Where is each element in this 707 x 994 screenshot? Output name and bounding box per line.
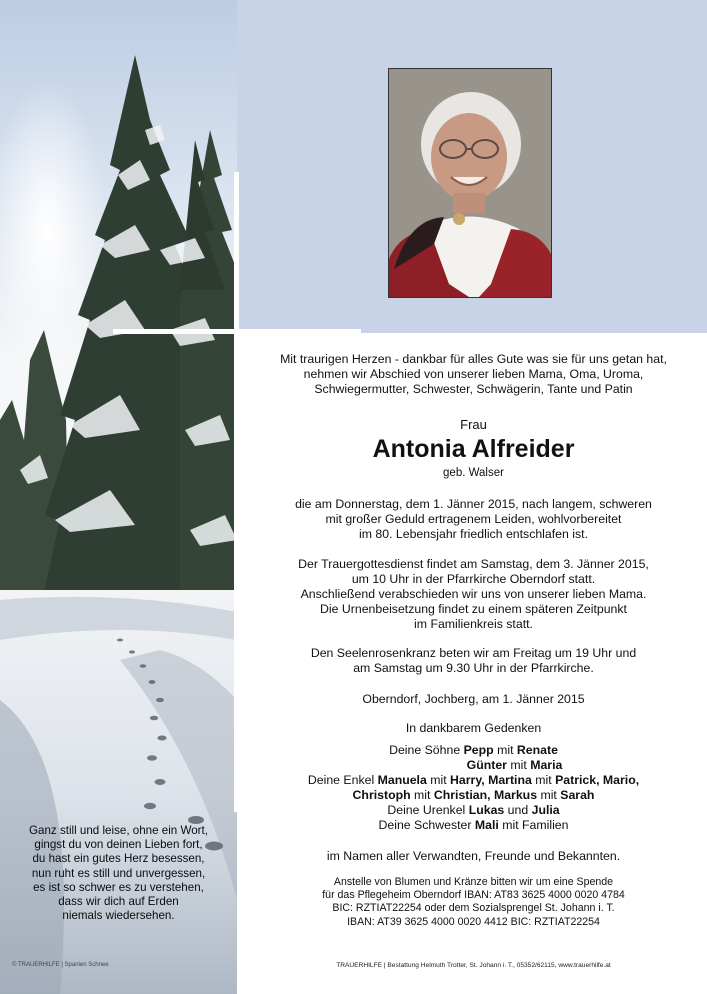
deceased-title: Frau	[460, 417, 487, 432]
funeral-service	[240, 557, 707, 632]
rosary-notice	[240, 646, 707, 676]
poem-line: niemals wiedersehen.	[62, 909, 175, 923]
winter-forest-image	[0, 0, 237, 994]
poem-line: gingst du von deinen Lieben fort,	[34, 838, 203, 852]
birth-name: geb. Walser	[443, 467, 504, 479]
intro-line: Mit traurigen Herzen - dankbar für alles Gute was sie für uns getan hat,	[280, 352, 667, 366]
portrait-illustration	[389, 69, 551, 297]
service-line: im Familienkreis statt.	[414, 617, 533, 631]
intro-text	[240, 352, 707, 397]
death-notice	[240, 497, 707, 542]
poem-line: nun ruht es still und unvergessen,	[31, 866, 206, 880]
family-line-great-grandchildren: Deine Urenkel Lukas und Julia	[387, 803, 560, 817]
donation-line: für das Pflegeheim Oberndorf IBAN: AT83 3625 4000 0020 4784	[322, 889, 625, 902]
death-notice-line: im 80. Lebensjahr friedlich entschlafen ist.	[359, 527, 588, 541]
service-line: Anschließend verabschieden wir uns von unserer lieben Mama.	[300, 587, 647, 601]
service-line: um 10 Uhr in der Pfarrkirche Oberndorf statt.	[351, 572, 596, 586]
family-line-grandchildren-2: Christoph mit Christian, Markus mit Sarah	[352, 788, 595, 802]
gedenken-heading: In dankbarem Gedenken	[405, 721, 542, 735]
deceased-name: Antonia Alfreider	[372, 435, 575, 463]
intro-line: Schwiegermutter, Schwester, Schwägerin, Tante und Patin	[314, 382, 633, 396]
rosary-line: Den Seelenrosenkranz beten wir am Freitag um 19 Uhr und	[310, 646, 637, 660]
place-date: Oberndorf, Jochberg, am 1. Jänner 2015	[362, 692, 585, 706]
family-line-grandchildren: Deine Enkel Manuela mit Harry, Martina mit Patrick, Mario,	[307, 773, 640, 787]
service-line: Die Urnenbeisetzung findet zu einem späteren Zeitpunkt	[320, 602, 627, 616]
death-notice-line: mit großer Geduld ertragenem Leiden, wohlvorbereitet	[325, 512, 622, 526]
rosary-line: am Samstag um 9.30 Uhr in der Pfarrkirche.	[353, 661, 594, 675]
poem-line: du hast ein gutes Herz besessen,	[32, 852, 205, 866]
donation-line: BIC: RZTIAT22254 oder dem Sozialsprengel St. Johann i. T.	[332, 902, 615, 915]
death-notice-line: die am Donnerstag, dem 1. Jänner 2015, nach langem, schweren	[295, 497, 652, 511]
service-line: Der Trauergottesdienst findet am Samstag, dem 3. Jänner 2015,	[298, 557, 649, 571]
donation-line: Anstelle von Blumen und Kränze bitten wir um eine Spende	[333, 876, 614, 888]
portrait-photo	[388, 68, 552, 298]
image-copyright: © TRAUERHILFE | Spanien Schnee	[12, 962, 109, 968]
cross-vertical-bar	[234, 172, 239, 812]
donation-notice	[240, 876, 707, 929]
relatives-line: im Namen aller Verwandten, Freunde und Bekannten.	[326, 849, 621, 863]
poem-line: es ist so schwer es zu verstehen,	[33, 880, 204, 894]
family-list	[240, 743, 707, 833]
donation-line: IBAN: AT39 3625 4000 0020 4412 BIC: RZTIAT22254	[347, 915, 600, 928]
poem	[0, 824, 237, 923]
cross-horizontal-bar	[113, 329, 361, 334]
poem-line: Ganz still und leise, ohne ein Wort,	[29, 824, 208, 837]
funeral-home-footer: TRAUERHILFE | Bestattung Helmuth Trotter, St. Johann i. T., 05352/62115, www.trauerhilfe.at	[336, 962, 611, 969]
family-line-sons: Deine Söhne Pepp mit Renate	[389, 743, 558, 757]
family-line-sister: Deine Schwester Mali mit Familien	[378, 818, 569, 832]
intro-line: nehmen wir Abschied von unserer lieben Mama, Oma, Uroma,	[303, 367, 644, 381]
family-line-sons-2: Günter mit Maria	[466, 758, 563, 772]
poem-line: dass wir dich auf Erden	[58, 895, 179, 909]
